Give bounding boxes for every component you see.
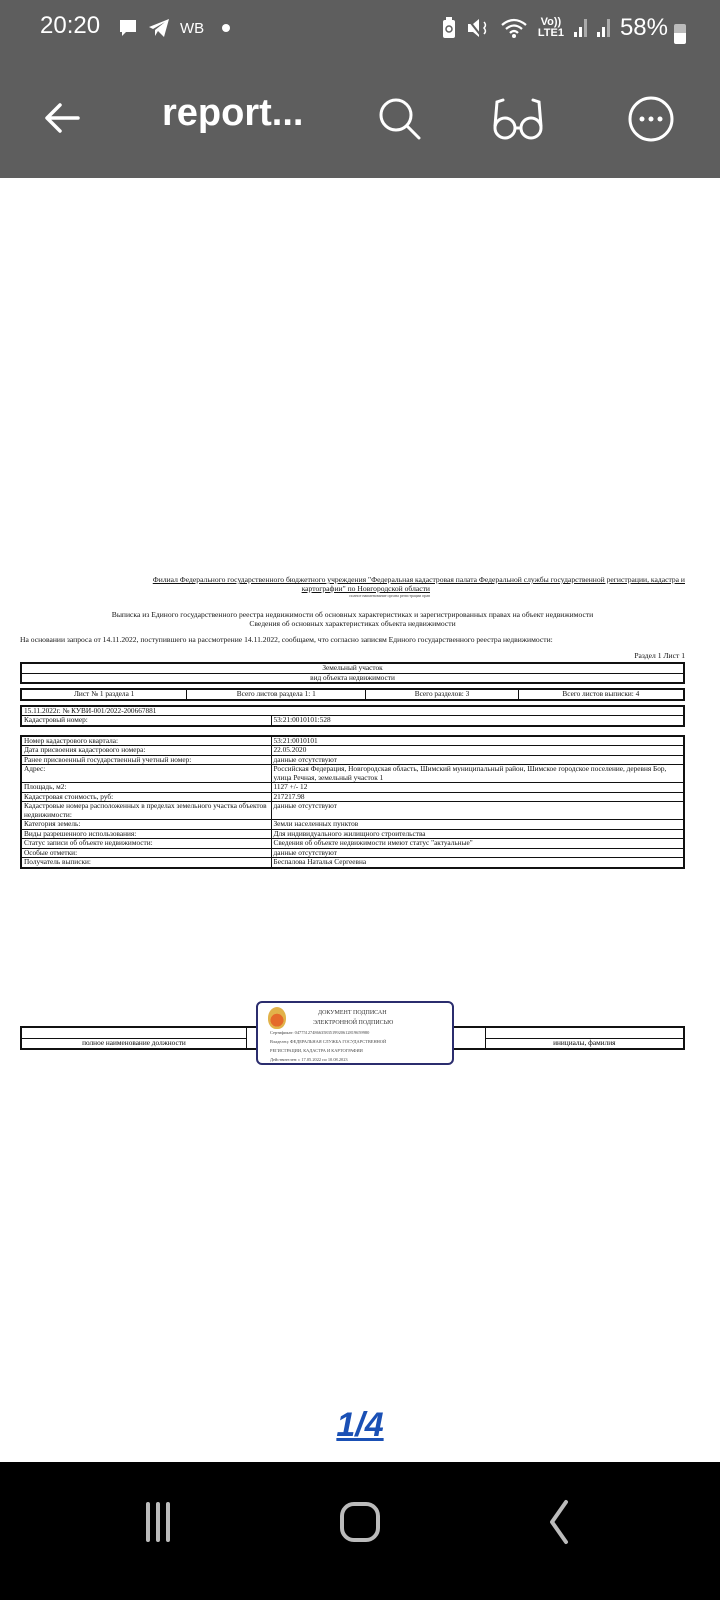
battery-saver-icon (442, 17, 456, 39)
message-icon (118, 18, 138, 38)
notification-icons (118, 18, 234, 38)
table-row: Дата присвоения кадастрового номера: 22.05.2020 (21, 746, 684, 756)
more-options-icon[interactable] (626, 94, 676, 144)
signal-icon-2 (597, 19, 610, 37)
emblem-icon (268, 1007, 286, 1029)
position-caption: полное наименование должности (21, 1038, 246, 1049)
table-row: Адрес: Российская Федерация, Новгородская область, Шимский муниципальный район, Шимское городское поселение, деревня Бор, улица Речная, земельный участок 1 (21, 765, 684, 783)
object-type-table (20, 662, 685, 684)
table-row: Особые отметки: данные отсутствуют (21, 848, 684, 858)
table-row: Кадастровые номера расположенных в пределах земельного участка объектов недвижимости: данные отсутствуют (21, 802, 684, 820)
extract-title: Выписка из Единого государственного реестра недвижимости об основных характеристиках и зарегистрированных правах на объект недвижимости Сведения об основных характеристиках объекта недвижимости (111, 610, 594, 628)
home-icon[interactable] (330, 1492, 390, 1552)
section-reference: Раздел 1 Лист 1 (634, 651, 685, 660)
cadastral-number-value: 53:21:0010101:528 (271, 716, 684, 726)
extract-number: 15.11.2022г. № КУВИ-001/2022-200667881 (21, 706, 684, 716)
app-bar (0, 88, 720, 148)
sheet-info-cell: Всего разделов: 3 (366, 689, 518, 700)
reading-mode-glasses-icon[interactable] (493, 94, 543, 144)
status-time: 20:20 (40, 12, 101, 39)
back-arrow-icon[interactable] (40, 96, 84, 140)
battery-percent: 58% (619, 14, 668, 41)
telegram-icon (148, 18, 170, 38)
table-row: Площадь, м2: 1127 +/- 12 (21, 783, 684, 793)
table-row: Статус записи об объекте недвижимости: Сведения об объекте недвижимости имеют статус "актуальные" (21, 839, 684, 849)
document-title: report... (162, 92, 304, 134)
sheet-info-cell: Всего листов выписки: 4 (518, 689, 684, 700)
table-row: Виды разрешенного использования: Для индивидуального жилищного строительства (21, 829, 684, 839)
request-basis: На основании запроса от 14.11.2022, поступившего на рассмотрение 14.11.2022, сообщаем, что согласно записям Единого государственного реестра недвижимости: (20, 635, 553, 644)
sheet-info-cell: Лист № 1 раздела 1 (21, 689, 187, 700)
system-icons (442, 14, 668, 42)
extract-number-table (20, 705, 685, 727)
status-bar (0, 8, 720, 48)
electronic-signature-stamp: ДОКУМЕНТ ПОДПИСАН ЭЛЕКТРОННОЙ ПОДПИСЬЮ Сертификат: 0477512748663583519920612819659980 Владелец: ФЕДЕРАЛЬНАЯ СЛУЖБА ГОСУДАРСТВЕННОЙ РЕГИСТРАЦИИ, КАДАСТРА И КАРТОГРАФИИ Действителен: с 17.05.2022 по 10.08.2023 (256, 1001, 454, 1065)
back-icon[interactable] (530, 1492, 590, 1552)
document-page (20, 575, 685, 869)
table-row: Получатель выписки: Беспалова Наталья Сергеевна (21, 858, 684, 868)
wb-icon: WB (180, 19, 205, 37)
top-bar (0, 0, 720, 178)
mute-icon (466, 17, 490, 39)
organization-caption: полное наименование органа регистрации прав (349, 593, 430, 598)
sheet-info-cell: Всего листов раздела 1: 1 (187, 689, 366, 700)
organization-header: Филиал Федерального государственного бюджетного учреждения "Федеральная кадастровая палата Федеральной службы государственной регистрации, кадастра и картографии" по Новгородской области (152, 575, 685, 593)
sheet-info-table (20, 688, 685, 701)
table-row: Ранее присвоенный государственный учетный номер: данные отсутствуют (21, 755, 684, 765)
search-icon[interactable] (375, 94, 425, 144)
object-type: Земельный участок (21, 663, 684, 673)
volte-label: Vo)) LTE1 (537, 16, 564, 39)
wifi-icon (500, 17, 528, 39)
battery-icon (674, 24, 686, 44)
name-caption: инициалы, фамилия (485, 1038, 684, 1049)
object-type-caption: вид объекта недвижимости (21, 673, 684, 683)
signal-icon-1 (574, 19, 587, 37)
recent-apps-icon[interactable] (128, 1492, 188, 1552)
navigation-bar (0, 1462, 720, 1600)
page-indicator[interactable]: 1/4 (336, 1406, 384, 1444)
dot-icon (214, 22, 234, 34)
table-row: Кадастровая стоимость, руб: 217217.98 (21, 792, 684, 802)
properties-table (20, 735, 685, 869)
table-row: Номер кадастрового квартала: 53:21:0010101 (21, 736, 684, 746)
cadastral-number-label: Кадастровый номер: (21, 716, 271, 726)
table-row: Категория земель: Земли населенных пунктов (21, 820, 684, 830)
